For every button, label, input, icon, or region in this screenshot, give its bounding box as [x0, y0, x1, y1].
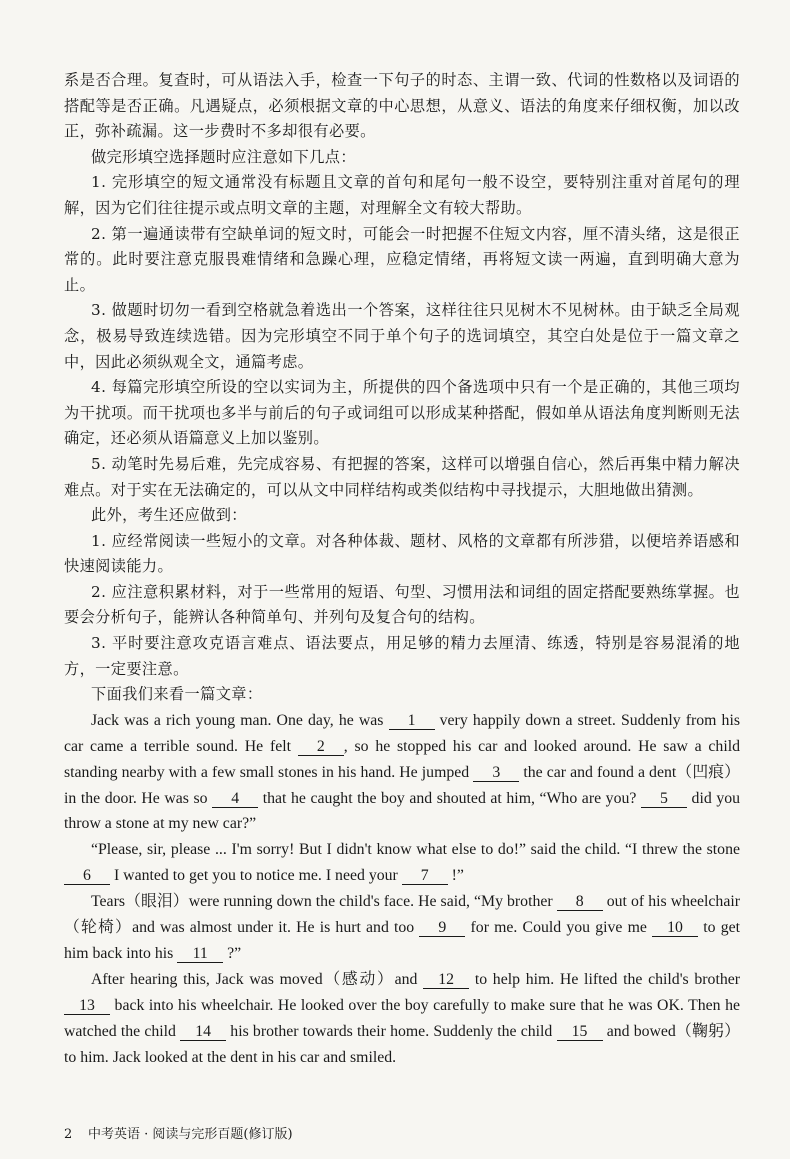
paragraph-extra-2: 2. 应注意积累材料，对于一些常用的短语、句型、习惯用法和词组的固定搭配要熟练掌握。也要会分析句子，能辨认各种简单句、并列句及复合句的结构。 — [64, 582, 740, 627]
paragraph-review: 系是否合理。复查时，可从语法入手，检查一下句子的时态、主谓一致、代词的性数格以及词语的搭配等是否正确。凡遇疑点，必须根据文章的中心思想，从意义、语法的角度来仔细权衡，加以改正，弥补疏漏。这一步费时不多却很有必要。 — [64, 71, 740, 141]
paragraph-tip-5: 5. 动笔时先易后难，先完成容易、有把握的答案，这样可以增强自信心，然后再集中精力解决难点。对于实在无法确定的，可以从文中同样结构或类似结构中寻找提示，大胆地做出猜测。 — [64, 454, 740, 499]
story-text: very happily down a street. Suddenly from his car came a terrible sound. He felt — [64, 711, 740, 755]
blank-1: 1 — [389, 712, 435, 730]
story-text: to get him back into his — [64, 919, 740, 962]
blank-4: 4 — [212, 790, 258, 808]
blank-14: 14 — [180, 1023, 226, 1041]
story-text: did you throw a stone at my new car?” — [64, 789, 741, 833]
page-footer — [64, 1123, 293, 1142]
blank-10: 10 — [652, 919, 698, 937]
story-paragraph-4 — [64, 967, 740, 1071]
story-paragraph-1 — [64, 708, 740, 838]
story-text: “Please, sir, please ... I'm sorry! But I didn't know what else to do!” said the child. “I threw the stone — [91, 841, 740, 859]
story-text: that he caught the boy and shouted at him, “Who are you? — [258, 789, 641, 807]
blank-3: 3 — [473, 764, 519, 782]
story-text: , so he stopped his car and looked around. He saw a child standing nearby with a few small stones in his hand. He jumped — [64, 737, 740, 781]
blank-2: 2 — [298, 738, 344, 756]
book-title: 中考英语 · 阅读与完形百题(修订版) — [88, 1127, 293, 1142]
paragraph-tips-intro: 做完形填空选择题时应注意如下几点： — [91, 147, 356, 166]
story-text: Jack was a rich young man. One day, he was — [91, 711, 389, 729]
paragraph-extra-intro: 此外，考生还应做到： — [91, 506, 247, 525]
blank-13: 13 — [64, 997, 110, 1015]
blank-6: 6 — [64, 867, 110, 885]
story-text: ?” — [223, 945, 242, 962]
paragraph-article-intro: 下面我们来看一篇文章： — [91, 685, 263, 704]
blank-15: 15 — [557, 1023, 603, 1041]
page-number: 2 — [64, 1127, 73, 1142]
story-text: !” — [447, 867, 464, 885]
story-paragraph-3 — [64, 889, 740, 967]
blank-7: 7 — [402, 867, 448, 885]
paragraph-tip-3: 3. 做题时切勿一看到空格就急着选出一个答案，这样往往只见树木不见树林。由于缺乏全局观念，极易导致连续选错。因为完形填空不同于单个句子的选词填空，其空白处是位于一篇文章之中，因此必须纵观全文，通篇考虑。 — [64, 301, 740, 371]
story-text: out of his wheelchair（轮椅）and was almost under it. He is hurt and too — [64, 893, 740, 937]
blank-5: 5 — [641, 790, 687, 808]
story-text: to help him. He lifted the child's brother — [469, 970, 741, 988]
story-text: his brother towards their home. Suddenly the child — [226, 1022, 557, 1040]
page-body — [64, 68, 740, 1071]
blank-9: 9 — [419, 919, 465, 937]
story-text: back into his wheelchair. He looked over the boy carefully to make sure that he was OK. Then he watched the child — [64, 996, 740, 1040]
story-text: the car and found a dent（凹痕）in the door. He was so — [64, 763, 741, 807]
story-text: After hearing this, Jack was moved（感动）and — [91, 970, 424, 988]
story-text: I wanted to get you to notice me. I need your — [110, 867, 402, 885]
blank-12: 12 — [423, 971, 469, 989]
story-text: Tears（眼泪）were running down the child's face. He said, “My brother — [91, 893, 557, 911]
story-text: and bowed（鞠躬）to him. Jack looked at the dent in his car and smiled. — [64, 1022, 740, 1066]
paragraph-tip-2: 2. 第一遍通读带有空缺单词的短文时，可能会一时把握不住短文内容，厘不清头绪，这是很正常的。此时要注意克服畏难情绪和急躁心理，应稳定情绪，再将短文读一两遍，直到明确大意为止。 — [64, 224, 740, 294]
blank-8: 8 — [557, 893, 603, 911]
paragraph-tip-4: 4. 每篇完形填空所设的空以实词为主，所提供的四个备选项中只有一个是正确的，其他三项均为干扰项。而干扰项也多半与前后的句子或词组可以形成某种搭配，假如单从语法角度判断则无法确定，还必须从语篇意义上加以鉴别。 — [64, 378, 740, 448]
blank-11: 11 — [177, 945, 223, 963]
paragraph-extra-3: 3. 平时要注意攻克语言难点、语法要点，用足够的精力去厘清、练透，特别是容易混淆的地方，一定要注意。 — [64, 634, 740, 678]
story-paragraph-2 — [64, 837, 740, 889]
paragraph-extra-1: 1. 应经常阅读一些短小的文章。对各种体裁、题材、风格的文章都有所涉猎，以便培养语感和快速阅读能力。 — [64, 531, 740, 576]
story-text: for me. Could you give me — [465, 919, 653, 937]
paragraph-tip-1: 1. 完形填空的短文通常没有标题且文章的首句和尾句一般不设空，要特别注重对首尾句的理解，因为它们往往提示或点明文章的主题，对理解全文有较大帮助。 — [64, 173, 740, 217]
